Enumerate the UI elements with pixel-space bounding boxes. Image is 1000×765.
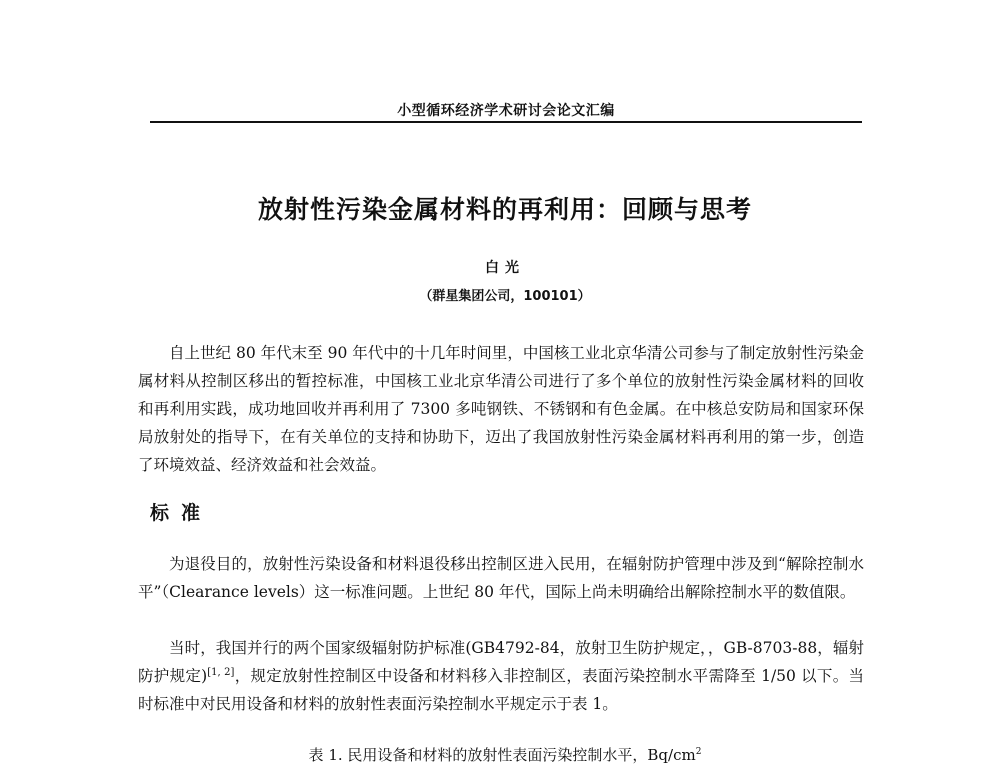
header-rule — [150, 121, 862, 123]
table-caption-text: 表 1. 民用设备和材料的放射性表面污染控制水平，Bq/cm — [308, 746, 696, 764]
running-header: 小型循环经济学术研讨会论文汇编 — [397, 103, 615, 119]
paper-title: 放射性污染金属材料的再利用：回顾与思考 — [257, 195, 752, 224]
standards-text-end: ，规定放射性控制区中设备和材料移入非控制区，表面污染控制水平需降至 1/50 以下。当时标准中对民用设备和材料的放射性表面污染控制水平规定示于表 1。 — [138, 667, 864, 713]
section-heading-standards: 标准 — [150, 502, 213, 524]
clearance-paragraph: 为退役目的，放射性污染设备和材料退役移出控制区进入民用，在辐射防护管理中涉及到“解除控制水平”（Clearance levels）这一标准问题。上世纪 80 年代，国际上尚未明确给出解除控制水平的数值限。 — [138, 555, 864, 601]
intro-paragraph: 自上世纪 80 年代末至 90 年代中的十几年时间里，中国核工业北京华清公司参与了制定放射性污染金属材料从控制区移出的暂控标准，中国核工业北京华清公司进行了多个单位的放射性污染金属材料的回收和再利用实践，成功地回收并再利用了 7300 多吨钢铁、不锈钢和有色金属。在中核总安防局和国家环保局放射处的指导下，在有关单位的支持和协助下，迈出了我国放射性污染金属材料再利用的第一步，创造了环境效益、经济效益和社会效益。 — [138, 344, 864, 474]
table-caption — [100, 744, 910, 765]
table-caption-unit-superscript: 2 — [695, 747, 702, 757]
standards-paragraph — [138, 634, 864, 718]
author-name: 白光 — [485, 260, 525, 276]
citation-reference: [1, 2] — [207, 666, 235, 678]
author-affiliation: （群星集团公司，100101） — [419, 289, 591, 304]
standards-text-start: 当时，我国并行的两个国家级辐射防护标准(GB4792-84，放射卫生防护规定，，GB-8703-88，辐射防护规定) — [138, 639, 864, 685]
